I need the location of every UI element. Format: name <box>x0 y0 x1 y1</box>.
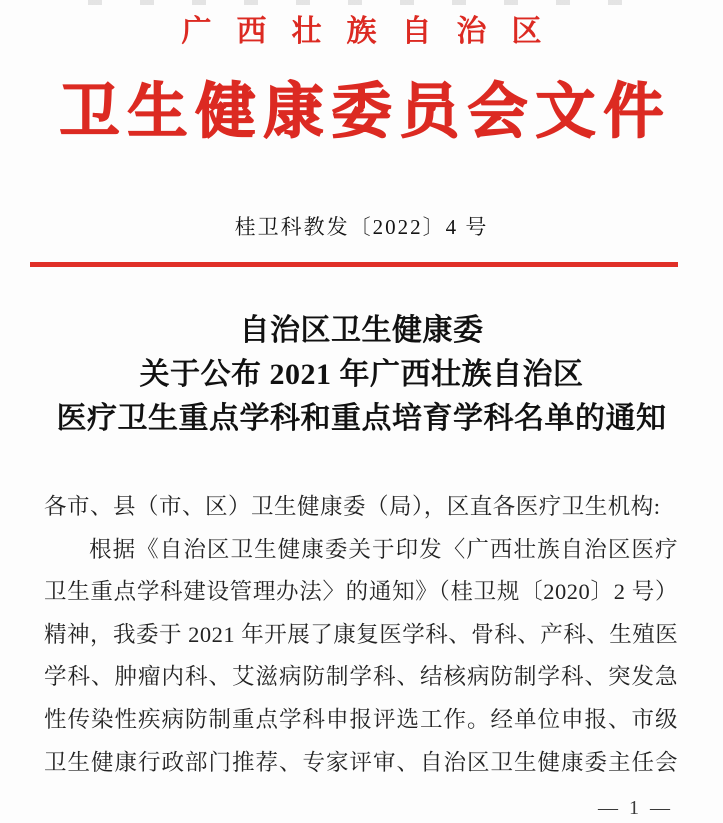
body-line: 精神，我委于 2021 年开展了康复医学科、骨科、产科、生殖医 <box>44 621 679 647</box>
salutation-line: 各市、县（市、区）卫生健康委（局），区直各医疗卫生机构: <box>44 494 661 519</box>
body-line: 性传染性疾病防制重点学科申报评选工作。经单位申报、市级 <box>44 706 678 732</box>
scan-artifacts-top <box>88 0 648 5</box>
body-line: 卫生健康行政部门推荐、专家评审、自治区卫生健康委主任会 <box>44 749 678 775</box>
body-line: 根据《自治区卫生健康委关于印发〈广西壮族自治区医疗 <box>89 536 678 562</box>
org-banner-title: 卫生健康委员会文件 <box>59 79 672 145</box>
body-line: 学科、肿瘤内科、艾滋病防制学科、结核病防制学科、突发急 <box>44 664 678 690</box>
document-title-line-3: 医疗卫生重点学科和重点培育学科名单的通知 <box>56 402 667 435</box>
region-title: 广西壮族自治区 <box>181 15 567 48</box>
document-title <box>0 309 723 441</box>
doc-number: 桂卫科教发〔2022〕4 号 <box>234 215 489 239</box>
document-title-line-2: 关于公布 2021 年广西壮族自治区 <box>139 358 584 391</box>
document-title-line-1: 自治区卫生健康委 <box>239 314 484 347</box>
page-number: — 1 — <box>598 797 673 819</box>
document-body <box>44 486 678 784</box>
body-line: 卫生重点学科建设管理办法〉的通知》（桂卫规〔2020〕2 号） <box>44 579 678 605</box>
red-divider-rule <box>30 262 678 267</box>
